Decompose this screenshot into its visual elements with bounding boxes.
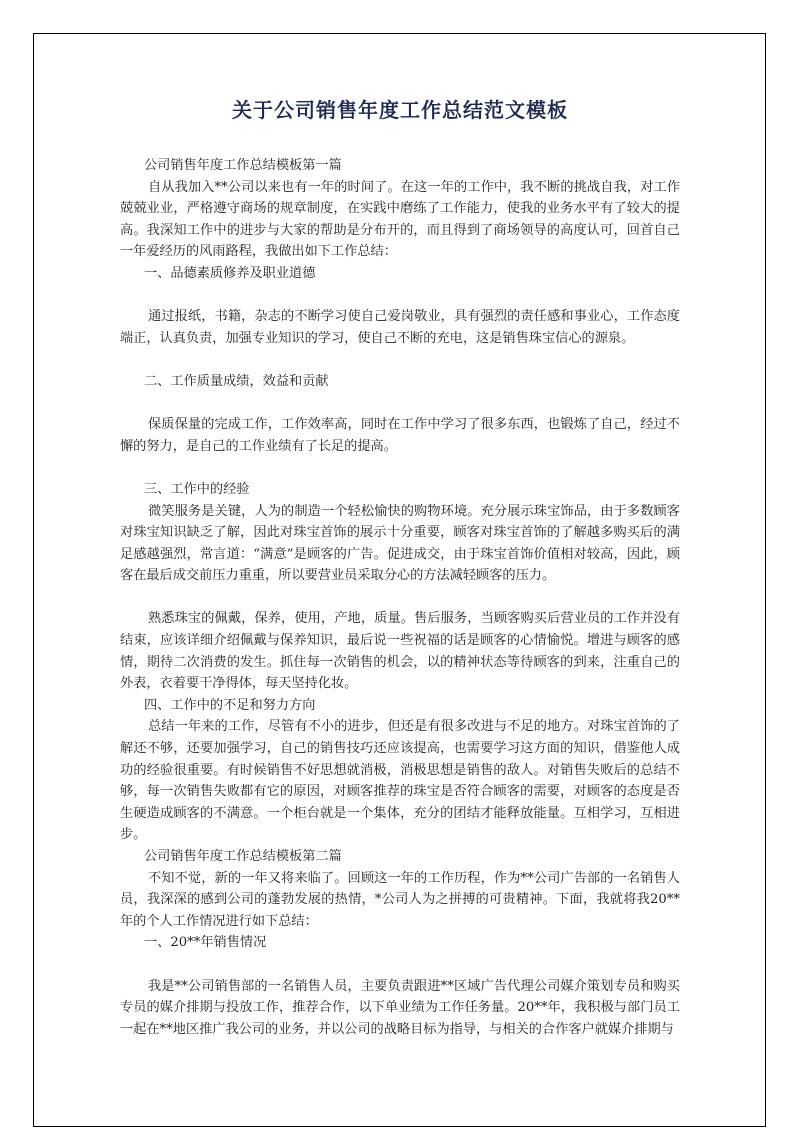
- document-body: [120, 97, 680, 1040]
- section-heading: 三、工作中的经验: [144, 481, 250, 497]
- paragraph-gap: [120, 285, 680, 307]
- document-title: 关于公司销售年度工作总结范文模板: [232, 98, 568, 122]
- paragraph-gap: [120, 349, 680, 371]
- body-paragraph: 自从我加入**公司以来也有一年的时间了。在这一年的工作中，我不断的挑战自我，对工作兢兢业业，严格遵守商场的规章制度，在实践中磨练了工作能力，使我的业务水平有了较大的提高。我深知工作中的进步与大家的帮助是分布开的，而且得到了商场领导的高度认可，回首自己一年爱经历的风雨路程，我做出如下工作总结：: [120, 179, 680, 260]
- section-heading: 四、工作中的不足和努力方向: [144, 697, 316, 713]
- paragraph-gap: [120, 457, 680, 479]
- body-paragraph: 不知不觉，新的一年又将来临了。回顾这一年的工作历程，作为**公司广告部的一名销售人员，我深深的感到公司的蓬勃发展的热情，*公司人为之拼搏的可贵精神。下面，我就将我20**年的个人工作情况进行如下总结：: [120, 870, 680, 929]
- paragraph-gap: [120, 954, 680, 976]
- section-heading: 二、工作质量成绩，效益和贡献: [144, 373, 329, 389]
- document-blocks: [120, 155, 680, 1040]
- paragraph-gap: [120, 587, 680, 609]
- body-paragraph: 微笑服务是关键，人为的制造一个轻松愉快的购物环境。充分展示珠宝饰品，由于多数顾客对珠宝知识缺乏了解，因此对珠宝首饰的展示十分重要，顾客对珠宝首饰的了解越多购买后的满足感越强烈，常言道：“满意”是顾客的广告。促进成交，由于珠宝首饰价值相对较高，因此，顾客在最后成交前压力重重，所以要营业员采取分心的方法减轻顾客的压力。: [120, 503, 680, 584]
- paragraph-gap: [120, 393, 680, 415]
- section-heading: 一、20**年销售情况: [144, 935, 267, 951]
- section-heading: 公司销售年度工作总结模板第二篇: [144, 849, 342, 864]
- body-paragraph: 总结一年来的工作，尽管有不小的进步，但还是有很多改进与不足的地方。对珠宝首饰的了解还不够，还要加强学习，自己的销售技巧还应该提高，也需要学习这方面的知识，借鉴他人成功的经验很重要。有时候销售不好思想就消极，消极思想是销售的敌人。对销售失败后的总结不够，每一次销售失败都有它的原因，对顾客推荐的珠宝是否符合顾客的需要，对顾客的态度是否生硬造成顾客的不满意。一个柜台就是一个集体，充分的团结才能释放能量。互相学习，互相进步。: [120, 719, 680, 843]
- body-paragraph: 通过报纸，书籍，杂志的不断学习使自己爱岗敬业，具有强烈的责任感和事业心，工作态度端正，认真负责，加强专业知识的学习，使自己不断的充电，这是销售珠宝信心的源泉。: [120, 309, 680, 346]
- section-heading: 一、品德素质修养及职业道德: [144, 265, 316, 281]
- body-paragraph: 保质保量的完成工作，工作效率高，同时在工作中学习了很多东西，也锻炼了自己，经过不懈的努力，是自己的工作业绩有了长足的提高。: [120, 417, 680, 454]
- section-heading: 公司销售年度工作总结模板第一篇: [144, 158, 342, 173]
- body-paragraph: 我是**公司销售部的一名销售人员，主要负责跟进**区域广告代理公司媒介策划专员和购买专员的媒介排期与投放工作，推荐合作，以下单业绩为工作任务量。20**年，我积极与部门员工一起在**地区推广我公司的业务，并以公司的战略目标为指导，与相关的合作客户就媒介排期与: [120, 978, 680, 1037]
- body-paragraph: 熟悉珠宝的佩戴，保养，使用，产地，质量。售后服务，当顾客购买后营业员的工作并没有结束，应该详细介绍佩戴与保养知识，最后说一些祝福的话是顾客的心情愉悦。增进与顾客的感情，期待二次消费的发生。抓住每一次销售的机会，以的精神状态等待顾客的到来，注重自己的外表，衣着要干净得体，每天坚持化妆。: [120, 611, 680, 692]
